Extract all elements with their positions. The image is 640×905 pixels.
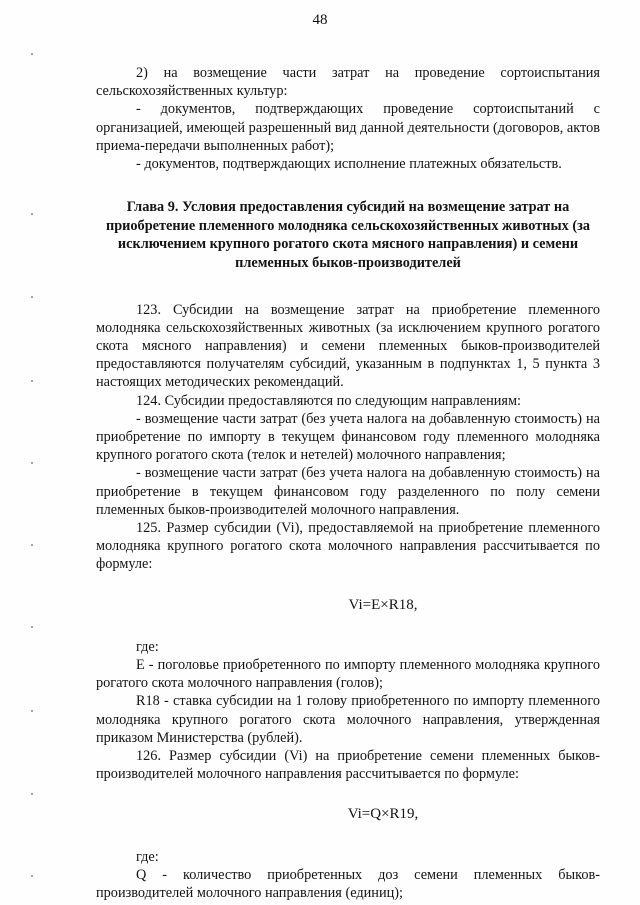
definition-r18: R18 - ставка субсидии на 1 голову приобретенного по импорту племенного молодняка крупного рогатого скота молочного направления, утвержденная приказом Министерства (рублей).	[96, 693, 600, 746]
where-label: где:	[136, 848, 159, 865]
definition-q: Q - количество приобретенных доз семени племенных быков-производителей молочного направления (единиц);	[96, 866, 600, 902]
scan-mark	[31, 380, 33, 382]
definition-e: Е - поголовье приобретенного по импорту племенного молодняка крупного рогатого скота молочного направления (голов);	[96, 657, 600, 692]
chapter-heading: Глава 9. Условия предоставления субсидий на возмещение затрат на приобретение племенного молодняка сельскохозяйственных животных (за исключением крупного рогатого скота мясного направления) и семени племенных быков-производителей	[105, 199, 591, 271]
paragraph-125: 125. Размер субсидии (Vi), предоставляемой на приобретение племенного молодняка крупного рогатого скота молочного направления рассчитывается по формуле:	[96, 520, 600, 573]
paragraph-docs-payments: - документов, подтверждающих исполнение платежных обязательств.	[136, 156, 562, 173]
scan-mark	[31, 296, 33, 298]
where-label: где:	[136, 638, 159, 655]
paragraph-item-2: 2) на возмещение части затрат на проведение сортоиспытания сельскохозяйственных культур:	[96, 65, 600, 100]
body-text	[96, 64, 600, 902]
scan-mark	[31, 213, 33, 215]
scan-mark	[31, 462, 33, 464]
scan-mark	[31, 53, 33, 55]
scan-mark	[31, 793, 33, 795]
formula-vi-q-r19: Vi=Q×R19,	[347, 806, 419, 823]
paragraph-docs-trials: - документов, подтверждающих проведение сортоиспытаний с организацией, имеющей разрешенный вид данной деятельности (договоров, актов приема-передачи выполненных работ);	[96, 101, 600, 154]
scan-mark	[31, 626, 33, 628]
paragraph-123: 123. Субсидии на возмещение затрат на приобретение племенного молодняка сельскохозяйственных животных (за исключением крупного рогатого скота мясного направления) и семени племенных быков-производителей предоставляются получателям субсидий, указанным в подпунктах 1, 5 пункта 3 настоящих методических рекомендаций.	[96, 301, 600, 391]
paragraph-126: 126. Размер субсидии (Vi) на приобретение семени племенных быков-производителей молочного направления рассчитывается по формуле:	[96, 748, 600, 783]
paragraph-124-b: - возмещение части затрат (без учета налога на добавленную стоимость) на приобретение в текущем финансовом году разделенного по полу семени племенных быков-производителей молочного направления.	[96, 465, 600, 518]
scan-mark	[31, 710, 33, 712]
formula-vi-e-r18: Vi=E×R18,	[348, 596, 418, 613]
scan-mark	[31, 544, 33, 546]
paragraph-124: 124. Субсидии предоставляются по следующим направлениям:	[136, 392, 521, 409]
paragraph-124-a: - возмещение части затрат (без учета налога на добавленную стоимость) на приобретение по импорту в текущем финансовом году племенного молодняка крупного рогатого скота (телок и нетелей) молочного направления;	[96, 410, 600, 464]
scan-mark	[31, 875, 33, 877]
page-number: 48	[312, 12, 328, 28]
